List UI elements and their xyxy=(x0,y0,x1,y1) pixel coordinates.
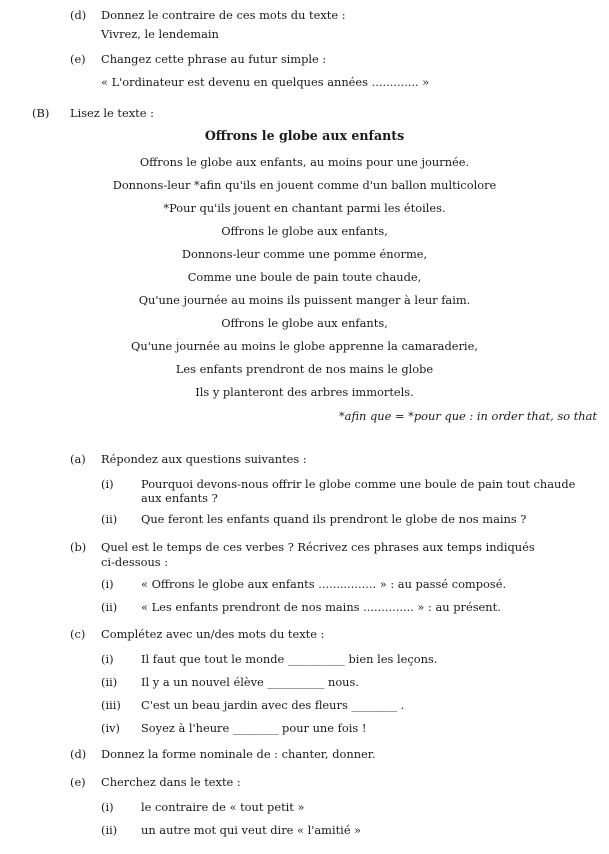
question-b-c: Complétez avec un/des mots du texte : xyxy=(101,627,325,641)
poem-line: Ils y planteront des arbres immortels. xyxy=(195,385,414,399)
item-label-b-a: (a) xyxy=(70,452,86,466)
poem-line: Offrons le globe aux enfants, au moins pour une journée. xyxy=(139,155,470,169)
sub-item-number: (i) xyxy=(101,577,114,591)
poem-line: Qu'une journée au moins le globe apprenne la camaraderie, xyxy=(131,339,478,353)
sub-item-number: (i) xyxy=(101,477,114,491)
sub-item-number: (ii) xyxy=(101,823,118,837)
sub-question-text: aux enfants ? xyxy=(141,491,218,505)
item-label-a-e: (e) xyxy=(70,52,86,66)
section-label-b: (B) xyxy=(32,106,50,120)
item-label-a-d: (d) xyxy=(70,8,87,22)
sub-item-number: (i) xyxy=(101,800,114,814)
sentence-a-e: « L'ordinateur est devenu en quelques années ............. » xyxy=(101,75,430,89)
poem-line: Les enfants prendront de nos mains le globe xyxy=(175,362,434,376)
sub-question-text: Il y a un nouvel élève __________ nous. xyxy=(141,675,359,689)
answer-words-a-d: Vivrez, le lendemain xyxy=(101,27,219,41)
sub-question-text: un autre mot qui veut dire « l'amitié » xyxy=(141,823,362,837)
question-a-d: Donnez le contraire de ces mots du texte : xyxy=(101,8,346,22)
question-b-b: Quel est le temps de ces verbes ? Récrivez ces phrases aux temps indiqués xyxy=(101,540,535,554)
poem-line: Donnons-leur *afin qu'ils en jouent comme d'un ballon multicolore xyxy=(112,178,497,192)
poem-line: Qu'une journée au moins ils puissent manger à leur faim. xyxy=(138,293,471,307)
sub-item-number: (ii) xyxy=(101,512,118,526)
sub-question-text: Soyez à l'heure ________ pour une fois ! xyxy=(141,721,367,735)
sub-question-text: Que feront les enfants quand ils prendront le globe de nos mains ? xyxy=(141,512,527,526)
poem-title: Offrons le globe aux enfants xyxy=(204,128,405,143)
section-instruction-b: Lisez le texte : xyxy=(70,106,154,120)
footnote: *afin que = *pour que : in order that, so that xyxy=(338,409,597,423)
sub-question-text: le contraire de « tout petit » xyxy=(141,800,305,814)
sub-question-text: Il faut que tout le monde __________ bien les leçons. xyxy=(141,652,438,666)
sub-item-number: (ii) xyxy=(101,600,118,614)
sub-question-text: « Offrons le globe aux enfants ................ » : au passé composé. xyxy=(141,577,507,591)
poem-line: *Pour qu'ils jouent en chantant parmi les étoiles. xyxy=(163,201,446,215)
sub-item-number: (iii) xyxy=(101,698,121,712)
sub-question-text: C'est un beau jardin avec des fleurs ________ . xyxy=(141,698,405,712)
question-b-b-cont: ci-dessous : xyxy=(101,555,169,569)
sub-question-text: « Les enfants prendront de nos mains .............. » : au présent. xyxy=(141,600,501,614)
item-label-b-e: (e) xyxy=(70,775,86,789)
sub-item-number: (ii) xyxy=(101,675,118,689)
question-b-d: Donnez la forme nominale de : chanter, donner. xyxy=(101,747,376,761)
item-label-b-d: (d) xyxy=(70,747,87,761)
question-b-e: Cherchez dans le texte : xyxy=(101,775,241,789)
sub-item-number: (iv) xyxy=(101,721,120,735)
sub-item-number: (i) xyxy=(101,652,114,666)
sub-question-text: Pourquoi devons-nous offrir le globe comme une boule de pain tout chaude xyxy=(141,477,576,491)
poem-line: Offrons le globe aux enfants, xyxy=(221,316,388,330)
question-a-e: Changez cette phrase au futur simple : xyxy=(101,52,327,66)
item-label-b-b: (b) xyxy=(70,540,87,554)
question-b-a: Répondez aux questions suivantes : xyxy=(101,452,307,466)
poem-line: Donnons-leur comme une pomme énorme, xyxy=(181,247,428,261)
poem-line: Comme une boule de pain toute chaude, xyxy=(187,270,422,284)
item-label-b-c: (c) xyxy=(70,627,86,641)
poem-line: Offrons le globe aux enfants, xyxy=(221,224,388,238)
